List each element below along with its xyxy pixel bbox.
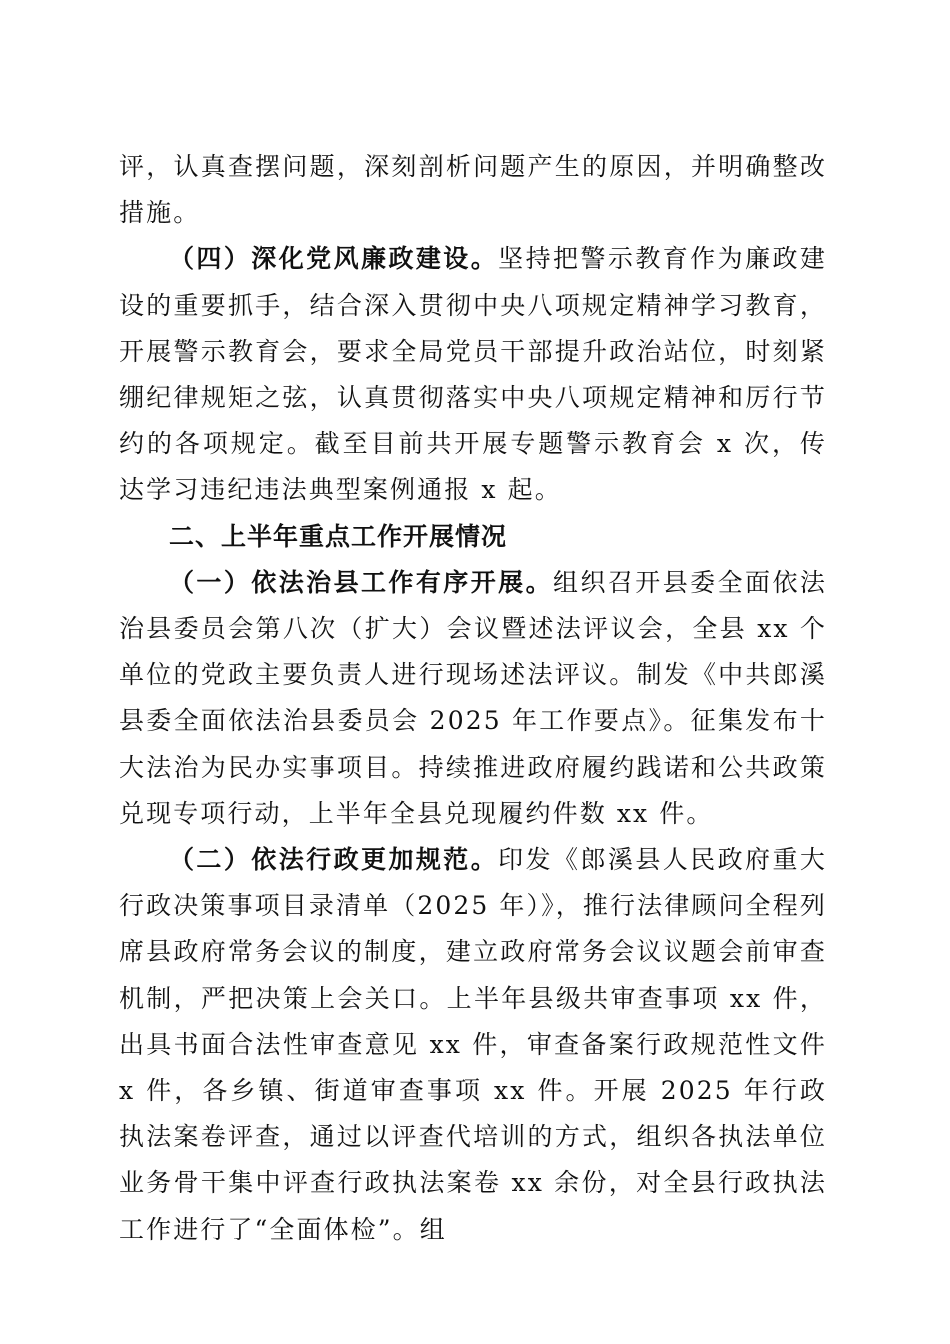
item-heading: （二）依法行政更加规范。	[169, 845, 499, 875]
item-body: 坚持把警示教育作为廉政建设的重要抓手，结合深入贯彻中央八项规定精神学习教育，开展警示教育会，要求全局党员干部提升政治站位，时刻紧绷纪律规矩之弦，认真贯彻落实中央八项规定精神和厉行节约的各项规定。截至目前共开展专题警示教育会 x 次，传达学习违纪违法典型案例通报 x 起。	[119, 244, 828, 505]
paragraph-rule-of-law-county	[119, 560, 827, 837]
item-heading: （一）依法治县工作有序开展。	[169, 567, 554, 597]
section-heading: 二、上半年重点工作开展情况	[169, 521, 508, 551]
item-heading: （四）深化党风廉政建设。	[169, 244, 499, 274]
continuation-paragraph: 评，认真查摆问题，深刻剖析问题产生的原因，并明确整改措施。	[119, 152, 827, 228]
item-body: 印发《郎溪县人民政府重大行政决策事项目录清单（2025 年）》，推行法律顾问全程列席县政府常务会议的制度，建立政府常务会议议题会前审查机制，严把决策上会关口。上半年县级共审查事项 xx 件，出具书面合法性审查意见 xx 件，审查备案行政规范性文件 x 件，各乡镇、街道审查事项 xx 件。开展 2025 年行政执法案卷评查，通过以评查代培训的方式，组织各执法单位业务骨干集中评查行政执法案卷 xx 余份，对全县行政执法工作进行了“全面体检”。组	[119, 845, 828, 1244]
paragraph-law-based-administration	[119, 837, 827, 1253]
document-page	[119, 144, 827, 1253]
paragraph-party-conduct	[119, 236, 827, 513]
item-body: 组织召开县委全面依法治县委员会第八次（扩大）会议暨述法评议会，全县 xx 个单位的党政主要负责人进行现场述法评议。制发《中共郎溪县委全面依法治县委员会 2025 年工作要点》。征集发布十大法治为民办实事项目。持续推进政府履约践诺和公共政策兑现专项行动，上半年全县兑现履约件数 xx 件。	[119, 567, 827, 828]
